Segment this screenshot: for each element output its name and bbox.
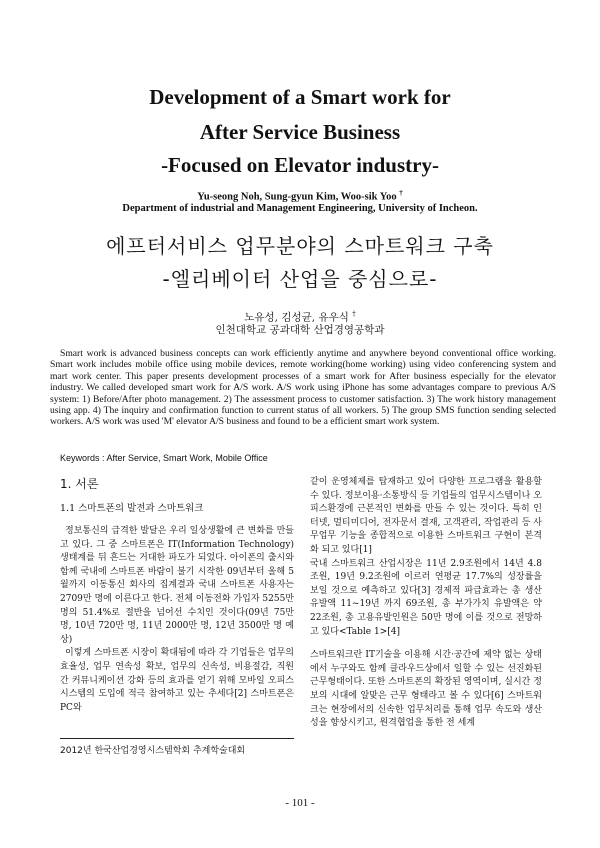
abstract: Smart work is advanced business concepts can work efficiently anytime and anywhere beyond conventional office working. Smart work includes mobile office using mobile devices, remote working(home working) using video conferencing system and mart work center. This paper presents development processes of a smart work for After business especially for the elevator industry. We called developed smart work for A/S work. A/S work using iPhone has some advantages compare to previous A/S system: 1) Before/After photo management. 2) The assessment process to customer satisfaction. 3) The work history management using app. 4) The inquiry and confirmation function to current status of all workers. 5) The group SMS function sending selected workers. A/S work was used 'M' elevator A/S business and found to be a efficient smart work system. [50, 348, 556, 428]
affiliation-en: Department of industrial and Management Engineering, University of Incheon. [122, 203, 478, 214]
conference-note: 2012년 한국산업경영시스템학회 추계학술대회 [60, 746, 246, 756]
title-en-line3: -Focused on Elevator industry- [161, 153, 439, 177]
corresponding-author-mark-ko: † [352, 310, 356, 318]
keywords: Keywords : After Service, Smart Work, Mobile Office [60, 453, 268, 463]
left-column [60, 476, 294, 715]
left-paragraph-1: 정보통신의 급격한 발달은 우리 일상생활에 큰 변화를 만들고 있다. 그 중 스마트폰은 IT(Information Technology)생태계를 뒤 흔드는 거대한 파도가 되었다. 아이폰의 출시와 함께 국내에 스마트폰 바람이 불기 시작한 09년부터 올해 5월까지 이동통신 회사의 집계결과 국내 스마트폰 사용자는 2709만 명에 이른다고 한다. 전체 이동전화 가입자 5255만 명의 51.4%로 절반을 넘어선 수치인 것이다(09년 75만 명, 10년 720만 명, 11년 2000만 명, 12년 3500만 명 예상) [60, 526, 294, 645]
right-column [310, 476, 542, 731]
title-en-line2: After Service Business [199, 120, 401, 144]
title-ko-line2: -엘리베이터 산업을 중심으로- [162, 267, 438, 291]
authors-ko-block [0, 307, 600, 325]
title-ko-line1: 에프터서비스 업무분야의 스마트워크 구축 [106, 234, 494, 258]
authors-en: Yu-seong Noh, Sung-gyun Kim, Woo-sik Yoo [197, 191, 397, 203]
subsection-heading: 1.1 스마트폰의 발전과 스마트워크 [60, 503, 204, 514]
authors-ko: 노유성, 김성균, 유우식 [244, 311, 349, 324]
corresponding-author-mark: † [399, 189, 403, 197]
right-paragraph-3: 스마트워크란 IT기술을 이용해 시간·공간에 제약 없는 상태에서 누구와도 함께 클라우드상에서 일할 수 있는 선진화된 근무형태이다. 또한 스마트폰의 확장된 영역이며, 실시간 정보의 시대에 알맞은 근무 형태라고 볼 수 있다[6] 스마트워크는 현장에서의 신속한 업무처리를 통해 업무 속도와 생산성을 향상시키고, 원격협업을 통한 전 세계 [310, 650, 542, 729]
affiliation-ko: 인천대학교 공과대학 산업경영공학과 [215, 324, 385, 336]
right-paragraph-1: 같이 운영체제를 탑재하고 있어 다양한 프로그램을 활용할 수 있다. 정보이용·소통방식 등 기업들의 업무시스템이나 오피스환경에 근본적인 변화를 만들 수 있는 것이다. 특히 인터넷, 멀티미디어, 전자문서 결재, 고객관리, 작업관리 등 사무업무 기능을 종합적으로 이용한 스마트워크 구현이 본격화 되고 있다[1] [310, 477, 542, 555]
left-paragraph-2: 이렇게 스마트폰 시장이 확대됨에 따라 각 기업들은 업무의 효율성, 업무 연속성 확보, 업무의 신속성, 비용절감, 직원 간 커뮤니케이션 강화 등의 효과를 얻기 위해 모바일 오피스 시스템의 도입에 적극 참여하고 있는 추세다[2] 스마트폰은 PC와 [60, 648, 294, 713]
title-en-line1: Development of a Smart work for [149, 85, 451, 109]
footnote-divider [60, 738, 294, 739]
page-number: - 101 - [285, 797, 315, 809]
section-heading-intro: 1. 서론 [60, 477, 99, 491]
right-paragraph-2: 국내 스마트워크 산업시장은 11년 2.9조원에서 14년 4.8조원, 19년 9.2조원에 이르러 연평균 17.7%의 성장률을 보일 것으로 예측하고 있다[3] 경제적 파급효과는 총 생산유발액 11~19년 까지 69조원, 총 부가가치 유발액은 약 22조원, 총 고용유발인원은 50만 명에 이를 것으로 전망하고 있다<Table 1>[4] [310, 558, 542, 637]
